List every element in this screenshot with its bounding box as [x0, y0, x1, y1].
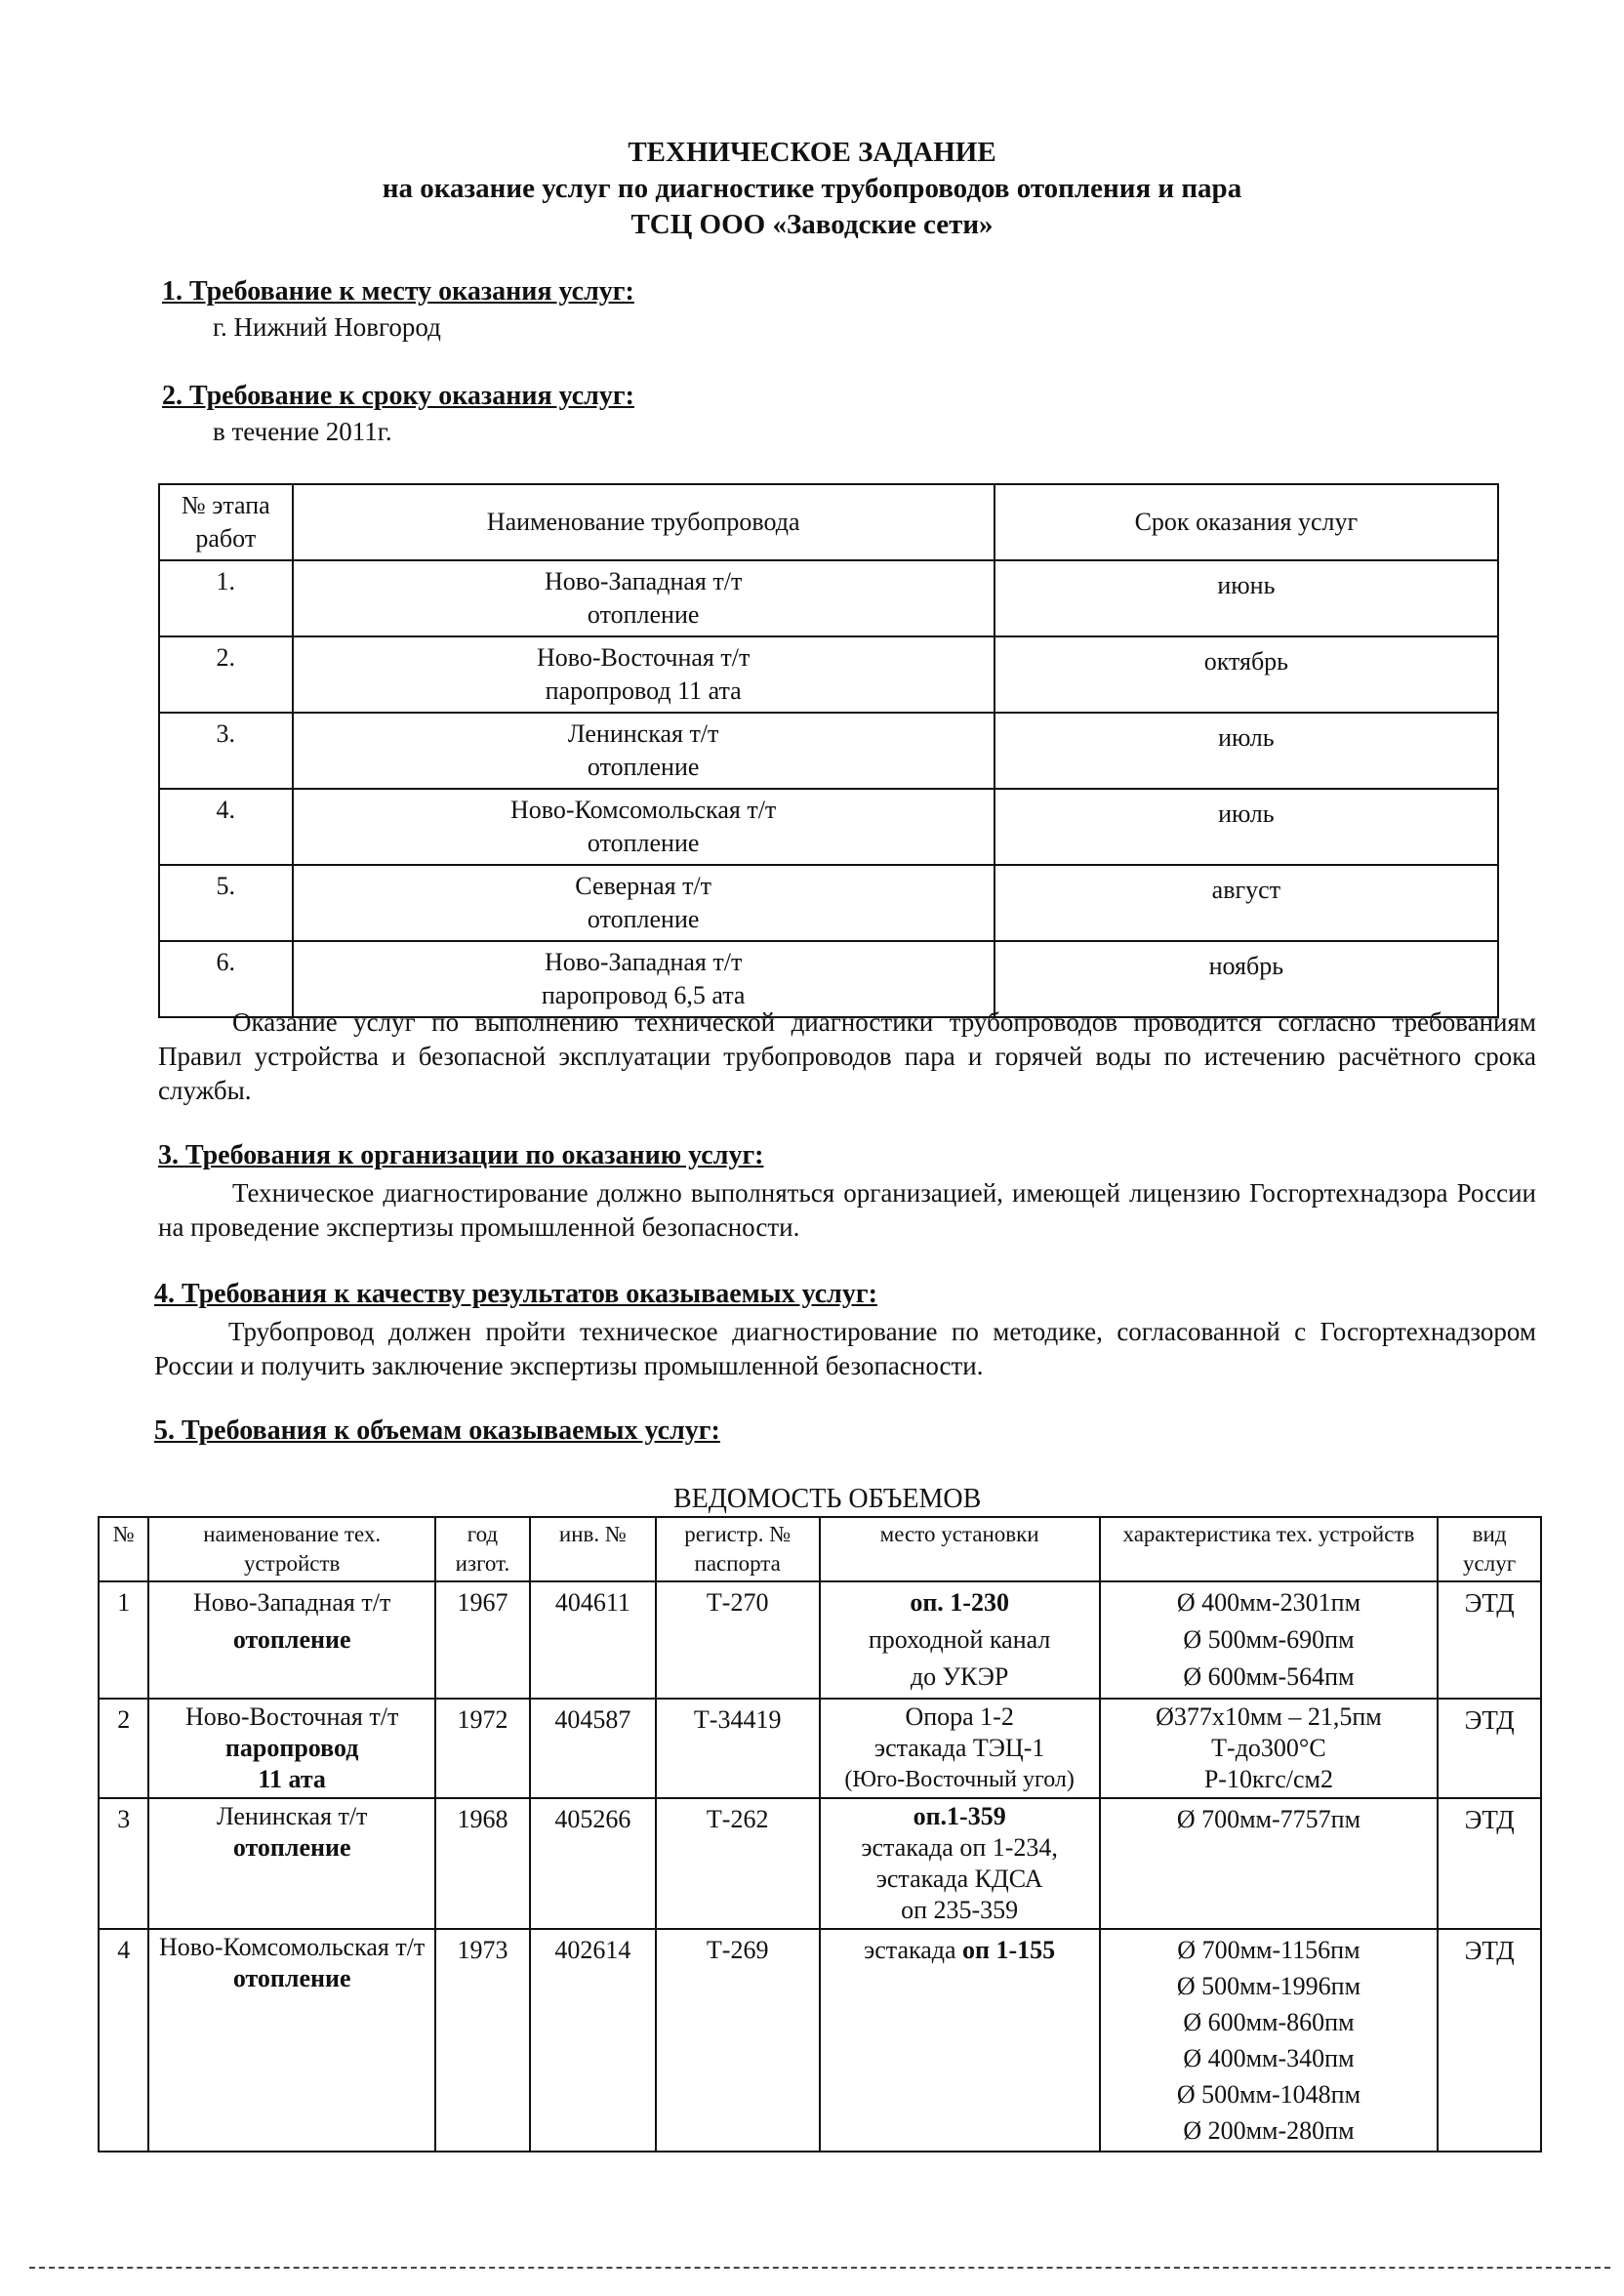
title-line-1: ТЕХНИЧЕСКОЕ ЗАДАНИЕ	[628, 137, 996, 168]
volumes-year: 1967	[435, 1581, 530, 1699]
volumes-name	[148, 1581, 434, 1699]
volumes-char	[1100, 1929, 1439, 2152]
volumes-reg: Т-270	[656, 1581, 820, 1699]
volumes-char-line: Т-до300°С	[1211, 1734, 1326, 1762]
volumes-n: 4	[99, 1929, 148, 2152]
volumes-char-line: Ø 700мм-1156пм	[1177, 1936, 1360, 1964]
stage-term: июль	[995, 789, 1498, 865]
volumes-name-text: Ново-Комсомольская т/т	[159, 1933, 426, 1961]
volumes-name-type: паропровод	[224, 1734, 359, 1762]
section-5-heading: 5. Требования к объемам оказываемых услуг:	[154, 1415, 720, 1446]
volumes-name-text: Ново-Западная т/т	[193, 1588, 391, 1617]
section-1-text: г. Нижний Новгород	[213, 312, 441, 342]
volumes-header-name: наименование тех. устройств	[148, 1517, 434, 1581]
volumes-place-line: эстакада ТЭЦ-1	[873, 1734, 1045, 1762]
stage-num: 5.	[159, 865, 293, 941]
document-title	[0, 135, 1624, 243]
stage-term: июль	[995, 713, 1498, 789]
volumes-char-line: Ø 500мм-1048пм	[1176, 2080, 1361, 2109]
volumes-place-line: эстакада оп 1-234,	[861, 1833, 1058, 1862]
stage-name	[293, 789, 995, 865]
stage-num: 3.	[159, 713, 293, 789]
volumes-reg: Т-269	[656, 1929, 820, 2152]
stage-name	[293, 865, 995, 941]
page-bottom-dashed-line	[29, 2267, 1610, 2269]
volumes-name	[148, 1798, 434, 1929]
volumes-name-type: отопление	[232, 1833, 351, 1862]
volumes-row	[99, 1929, 1541, 2152]
stages-header-row	[159, 484, 1498, 560]
paragraph-rules: Оказание услуг по выполнению технической диагностики трубопроводов проводится согласно требованиям Правил устройства и безопасной эксплуатации трубопроводов пара и горячей воды по истечению расчётного срока службы.	[158, 1007, 1536, 1105]
volumes-kind: ЭТД	[1438, 1581, 1541, 1699]
volumes-name-type: отопление	[232, 1625, 351, 1654]
volumes-char-line: Ø 200мм-280пм	[1183, 2116, 1355, 2145]
volumes-place-line: до УКЭР	[910, 1662, 1009, 1691]
volumes-year: 1973	[435, 1929, 530, 2152]
volumes-title: ВЕДОМОСТЬ ОБЪЕМОВ	[673, 1484, 982, 1514]
volumes-header-n: №	[99, 1517, 148, 1581]
stage-num: 1.	[159, 560, 293, 636]
volumes-place-line: оп 235-359	[901, 1896, 1019, 1924]
volumes-char	[1100, 1699, 1439, 1798]
stage-row	[159, 865, 1498, 941]
stage-num: 2.	[159, 636, 293, 713]
volumes-name-text: Ново-Восточная т/т	[184, 1702, 399, 1731]
volumes-place	[820, 1929, 1100, 2152]
volumes-kind: ЭТД	[1438, 1929, 1541, 2152]
volumes-char	[1100, 1798, 1439, 1929]
volumes-name	[148, 1699, 434, 1798]
stage-name-line-2: отопление	[587, 600, 700, 629]
volumes-name-type: отопление	[232, 1964, 351, 1992]
volumes-name	[148, 1929, 434, 2152]
volumes-place	[820, 1699, 1100, 1798]
volumes-name-type-2: 11 ата	[258, 1765, 326, 1793]
stage-num: 4.	[159, 789, 293, 865]
volumes-n: 1	[99, 1581, 148, 1699]
volumes-place	[820, 1581, 1100, 1699]
volumes-place-line: (Юго-Восточный угол)	[844, 1767, 1075, 1792]
volumes-place-line: эстакада КДСА	[875, 1865, 1043, 1893]
volumes-char-line: Ø 400мм-2301пм	[1176, 1588, 1361, 1617]
stage-row	[159, 713, 1498, 789]
volumes-reg: Т-262	[656, 1798, 820, 1929]
volumes-row	[99, 1798, 1541, 1929]
volumes-place-line: проходной канал	[868, 1625, 1051, 1654]
volumes-place-prefix: эстакада	[864, 1936, 963, 1964]
volumes-table	[98, 1516, 1542, 2152]
volumes-place-bold: оп. 1-230	[910, 1588, 1009, 1617]
volumes-header-place: место установки	[820, 1517, 1100, 1581]
section-4-heading: 4. Требования к качеству результатов оказываемых услуг:	[154, 1279, 877, 1309]
section-1-heading: 1. Требование к месту оказания услуг:	[162, 276, 634, 307]
volumes-kind: ЭТД	[1438, 1699, 1541, 1798]
volumes-char-line: Ø377x10мм – 21,5пм	[1156, 1702, 1382, 1731]
volumes-header-row	[99, 1517, 1541, 1581]
section-2-heading: 2. Требование к сроку оказания услуг:	[162, 381, 634, 411]
volumes-place-bold: оп.1-359	[913, 1802, 1006, 1830]
volumes-inv: 405266	[530, 1798, 656, 1929]
volumes-name-text: Ленинская т/т	[216, 1802, 368, 1830]
stage-name-line-1: Ново-Комсомольская т/т	[510, 796, 777, 824]
stage-row	[159, 789, 1498, 865]
volumes-header-reg: регистр. № паспорта	[656, 1517, 820, 1581]
volumes-place-line: Опора 1-2	[905, 1702, 1014, 1731]
section-4-text: Трубопровод должен пройти техническое диагностирование по методике, согласованной с Госгортехнадзором России и получить заключение экспертизы промышленной безопасности.	[154, 1317, 1536, 1380]
volumes-header-kind: вид услуг	[1438, 1517, 1541, 1581]
volumes-char-line: Ø 400мм-340пм	[1183, 2044, 1355, 2072]
stage-name-line-2: отопление	[587, 905, 700, 933]
volumes-inv: 404611	[530, 1581, 656, 1699]
volumes-reg: Т-34419	[656, 1699, 820, 1798]
stage-term: август	[995, 865, 1498, 941]
stage-name	[293, 560, 995, 636]
volumes-char-line: Ø 700мм-7757пм	[1176, 1805, 1361, 1833]
volumes-char-line: Ø 500мм-690пм	[1183, 1625, 1355, 1654]
volumes-char-line: Р-10кгс/см2	[1203, 1765, 1333, 1793]
volumes-header-inv: инв. №	[530, 1517, 656, 1581]
volumes-char-line: Ø 600мм-564пм	[1183, 1662, 1355, 1691]
volumes-n: 3	[99, 1798, 148, 1929]
title-line-3: ТСЦ ООО «Заводские сети»	[630, 209, 994, 240]
stage-name	[293, 636, 995, 713]
volumes-place	[820, 1798, 1100, 1929]
section-2-text: в течение 2011г.	[213, 417, 392, 446]
stage-term: октябрь	[995, 636, 1498, 713]
stage-name-line-2: отопление	[587, 753, 700, 781]
stage-name-line-2: паропровод 11 ата	[545, 676, 742, 705]
stage-name-line-1: Северная т/т	[575, 872, 712, 900]
section-3-heading: 3. Требования к организации по оказанию услуг:	[158, 1140, 764, 1170]
volumes-inv: 402614	[530, 1929, 656, 2152]
volumes-year: 1972	[435, 1699, 530, 1798]
volumes-year: 1968	[435, 1798, 530, 1929]
stage-row	[159, 636, 1498, 713]
stage-name-line-2: паропровод 6,5 ата	[541, 981, 746, 1009]
stage-name-line-1: Ленинская т/т	[567, 719, 719, 748]
volumes-header-char: характеристика тех. устройств	[1100, 1517, 1439, 1581]
stages-header-num: № этапа работ	[159, 484, 293, 560]
stages-header-name: Наименование трубопровода	[293, 484, 995, 560]
stage-row	[159, 560, 1498, 636]
volumes-row	[99, 1581, 1541, 1699]
stage-name-line-1: Ново-Восточная т/т	[536, 643, 751, 672]
stage-term: июнь	[995, 560, 1498, 636]
section-3-text: Техническое диагностирование должно выполняться организацией, имеющей лицензию Госгортехнадзора России на проведение экспертизы промышленной безопасности.	[158, 1178, 1536, 1242]
stage-name	[293, 713, 995, 789]
volumes-char-line: Ø 500мм-1996пм	[1176, 1972, 1361, 2000]
volumes-header-year: год изгот.	[435, 1517, 530, 1581]
stages-table	[158, 483, 1499, 1018]
stage-term: ноябрь	[995, 941, 1498, 1017]
volumes-kind: ЭТД	[1438, 1798, 1541, 1929]
volumes-row	[99, 1699, 1541, 1798]
volumes-char	[1100, 1581, 1439, 1699]
volumes-inv: 404587	[530, 1699, 656, 1798]
stage-name-line-1: Ново-Западная т/т	[545, 567, 743, 595]
volumes-char-line: Ø 600мм-860пм	[1183, 2008, 1355, 2036]
stage-name-line-1: Ново-Западная т/т	[545, 948, 743, 976]
stage-num: 6.	[159, 941, 293, 1017]
stage-name-line-2: отопление	[587, 829, 700, 857]
stages-header-term: Срок оказания услуг	[995, 484, 1498, 560]
volumes-place-bold: оп 1-155	[962, 1936, 1056, 1964]
volumes-n: 2	[99, 1699, 148, 1798]
title-line-2: на оказание услуг по диагностике трубопроводов отопления и пара	[382, 173, 1242, 204]
